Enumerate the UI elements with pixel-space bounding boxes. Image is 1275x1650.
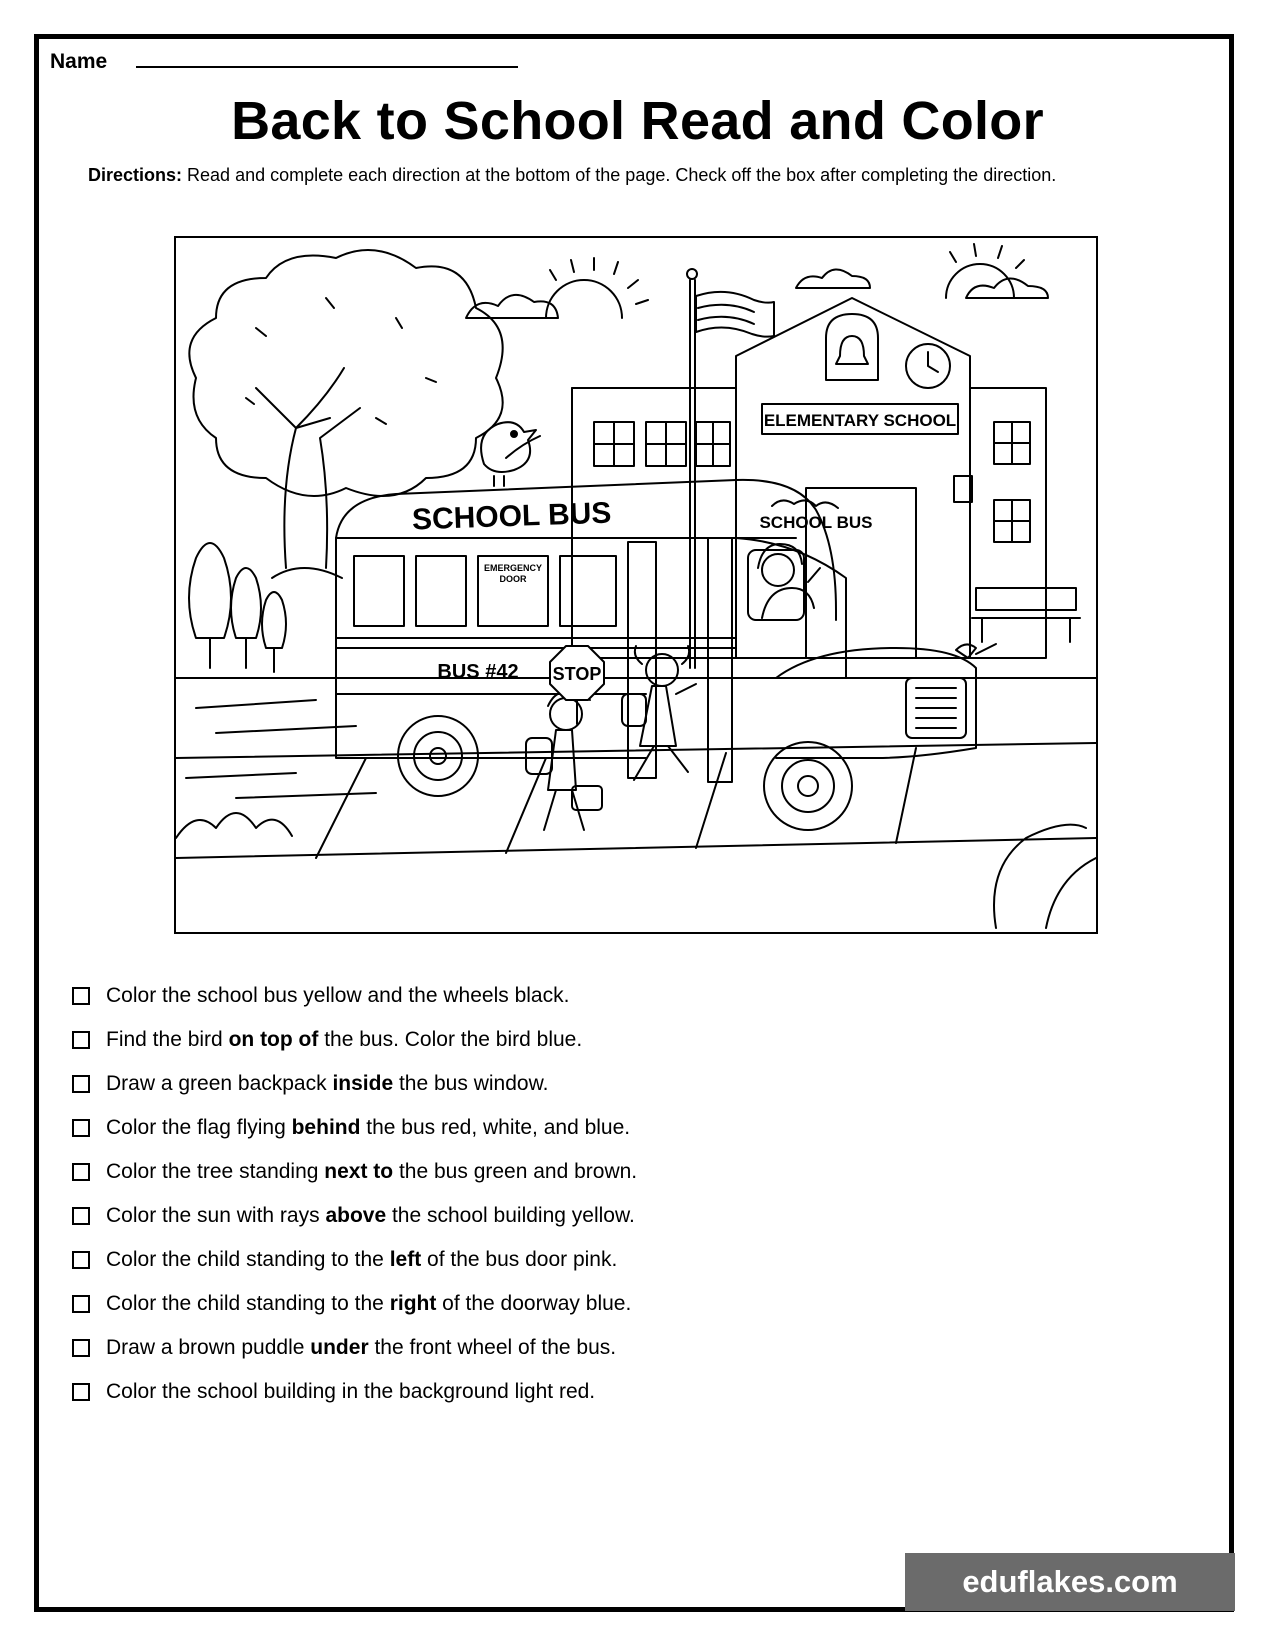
task-checkbox[interactable] — [72, 1207, 90, 1225]
task-text: Draw a green backpack inside the bus window. — [106, 1072, 549, 1095]
coloring-illustration — [176, 238, 1096, 932]
bus-front-sign: SCHOOL BUS — [759, 513, 873, 532]
task-item — [72, 1326, 637, 1370]
coloring-picture — [174, 236, 1098, 934]
task-checkbox[interactable] — [72, 1251, 90, 1269]
task-checkbox[interactable] — [72, 987, 90, 1005]
brand-watermark: eduflakes.com — [905, 1553, 1235, 1611]
bird — [481, 422, 540, 486]
stop-sign-label: STOP — [552, 664, 602, 684]
directions-lead: Directions: — [88, 165, 183, 185]
small-tree — [189, 543, 286, 672]
bus-roof-sign: SCHOOL BUS — [411, 496, 612, 537]
task-text: Draw a brown puddle under the front wheel of the bus. — [106, 1336, 617, 1359]
task-checkbox[interactable] — [72, 1075, 90, 1093]
task-item — [72, 1194, 637, 1238]
sidewalk — [176, 678, 1096, 858]
task-text: Color the tree standing next to the bus green and brown. — [106, 1160, 638, 1183]
flag — [687, 269, 774, 668]
page-title: Back to School Read and Color — [231, 91, 1044, 151]
sun-icon — [546, 244, 1024, 318]
task-list — [72, 974, 637, 1414]
emergency-door-line-1: EMERGENCY — [483, 563, 543, 573]
child-girl — [622, 646, 696, 780]
bus-number: BUS #42 — [437, 661, 519, 683]
task-item — [72, 974, 637, 1018]
task-text: Color the child standing to the right of the doorway blue. — [106, 1292, 632, 1315]
task-item — [72, 1062, 637, 1106]
task-text: Color the school building in the background light red. — [106, 1380, 596, 1403]
task-checkbox[interactable] — [72, 1339, 90, 1357]
task-item — [72, 1150, 637, 1194]
stop-sign — [550, 646, 604, 724]
school-sign: ELEMENTARY SCHOOL — [763, 411, 957, 430]
emergency-door-line-2: DOOR — [499, 574, 527, 584]
child-boy — [526, 692, 602, 830]
task-item — [72, 1106, 637, 1150]
task-checkbox[interactable] — [72, 1163, 90, 1181]
task-checkbox[interactable] — [72, 1295, 90, 1313]
directions — [88, 162, 1168, 189]
task-text: Color the school bus yellow and the wheels black. — [106, 984, 570, 1007]
task-text: Color the sun with rays above the school building yellow. — [106, 1204, 635, 1227]
name-row — [50, 44, 107, 74]
bus-driver — [758, 544, 820, 618]
name-line[interactable] — [136, 66, 518, 68]
task-checkbox[interactable] — [72, 1031, 90, 1049]
bush — [176, 813, 1096, 928]
task-text: Color the flag flying behind the bus red, white, and blue. — [106, 1116, 631, 1139]
task-item — [72, 1238, 637, 1282]
name-label: Name — [50, 50, 108, 73]
bench — [972, 588, 1080, 642]
school-building — [572, 298, 1046, 658]
task-item — [72, 1018, 637, 1062]
task-item — [72, 1282, 637, 1326]
task-text: Find the bird on top of the bus. Color the bird blue. — [106, 1028, 583, 1051]
directions-text: Read and complete each direction at the bottom of the page. Check off the box after completing the direction. — [182, 165, 1057, 185]
task-text: Color the child standing to the left of the bus door pink. — [106, 1248, 618, 1271]
task-item — [72, 1370, 637, 1414]
task-checkbox[interactable] — [72, 1119, 90, 1137]
task-checkbox[interactable] — [72, 1383, 90, 1401]
